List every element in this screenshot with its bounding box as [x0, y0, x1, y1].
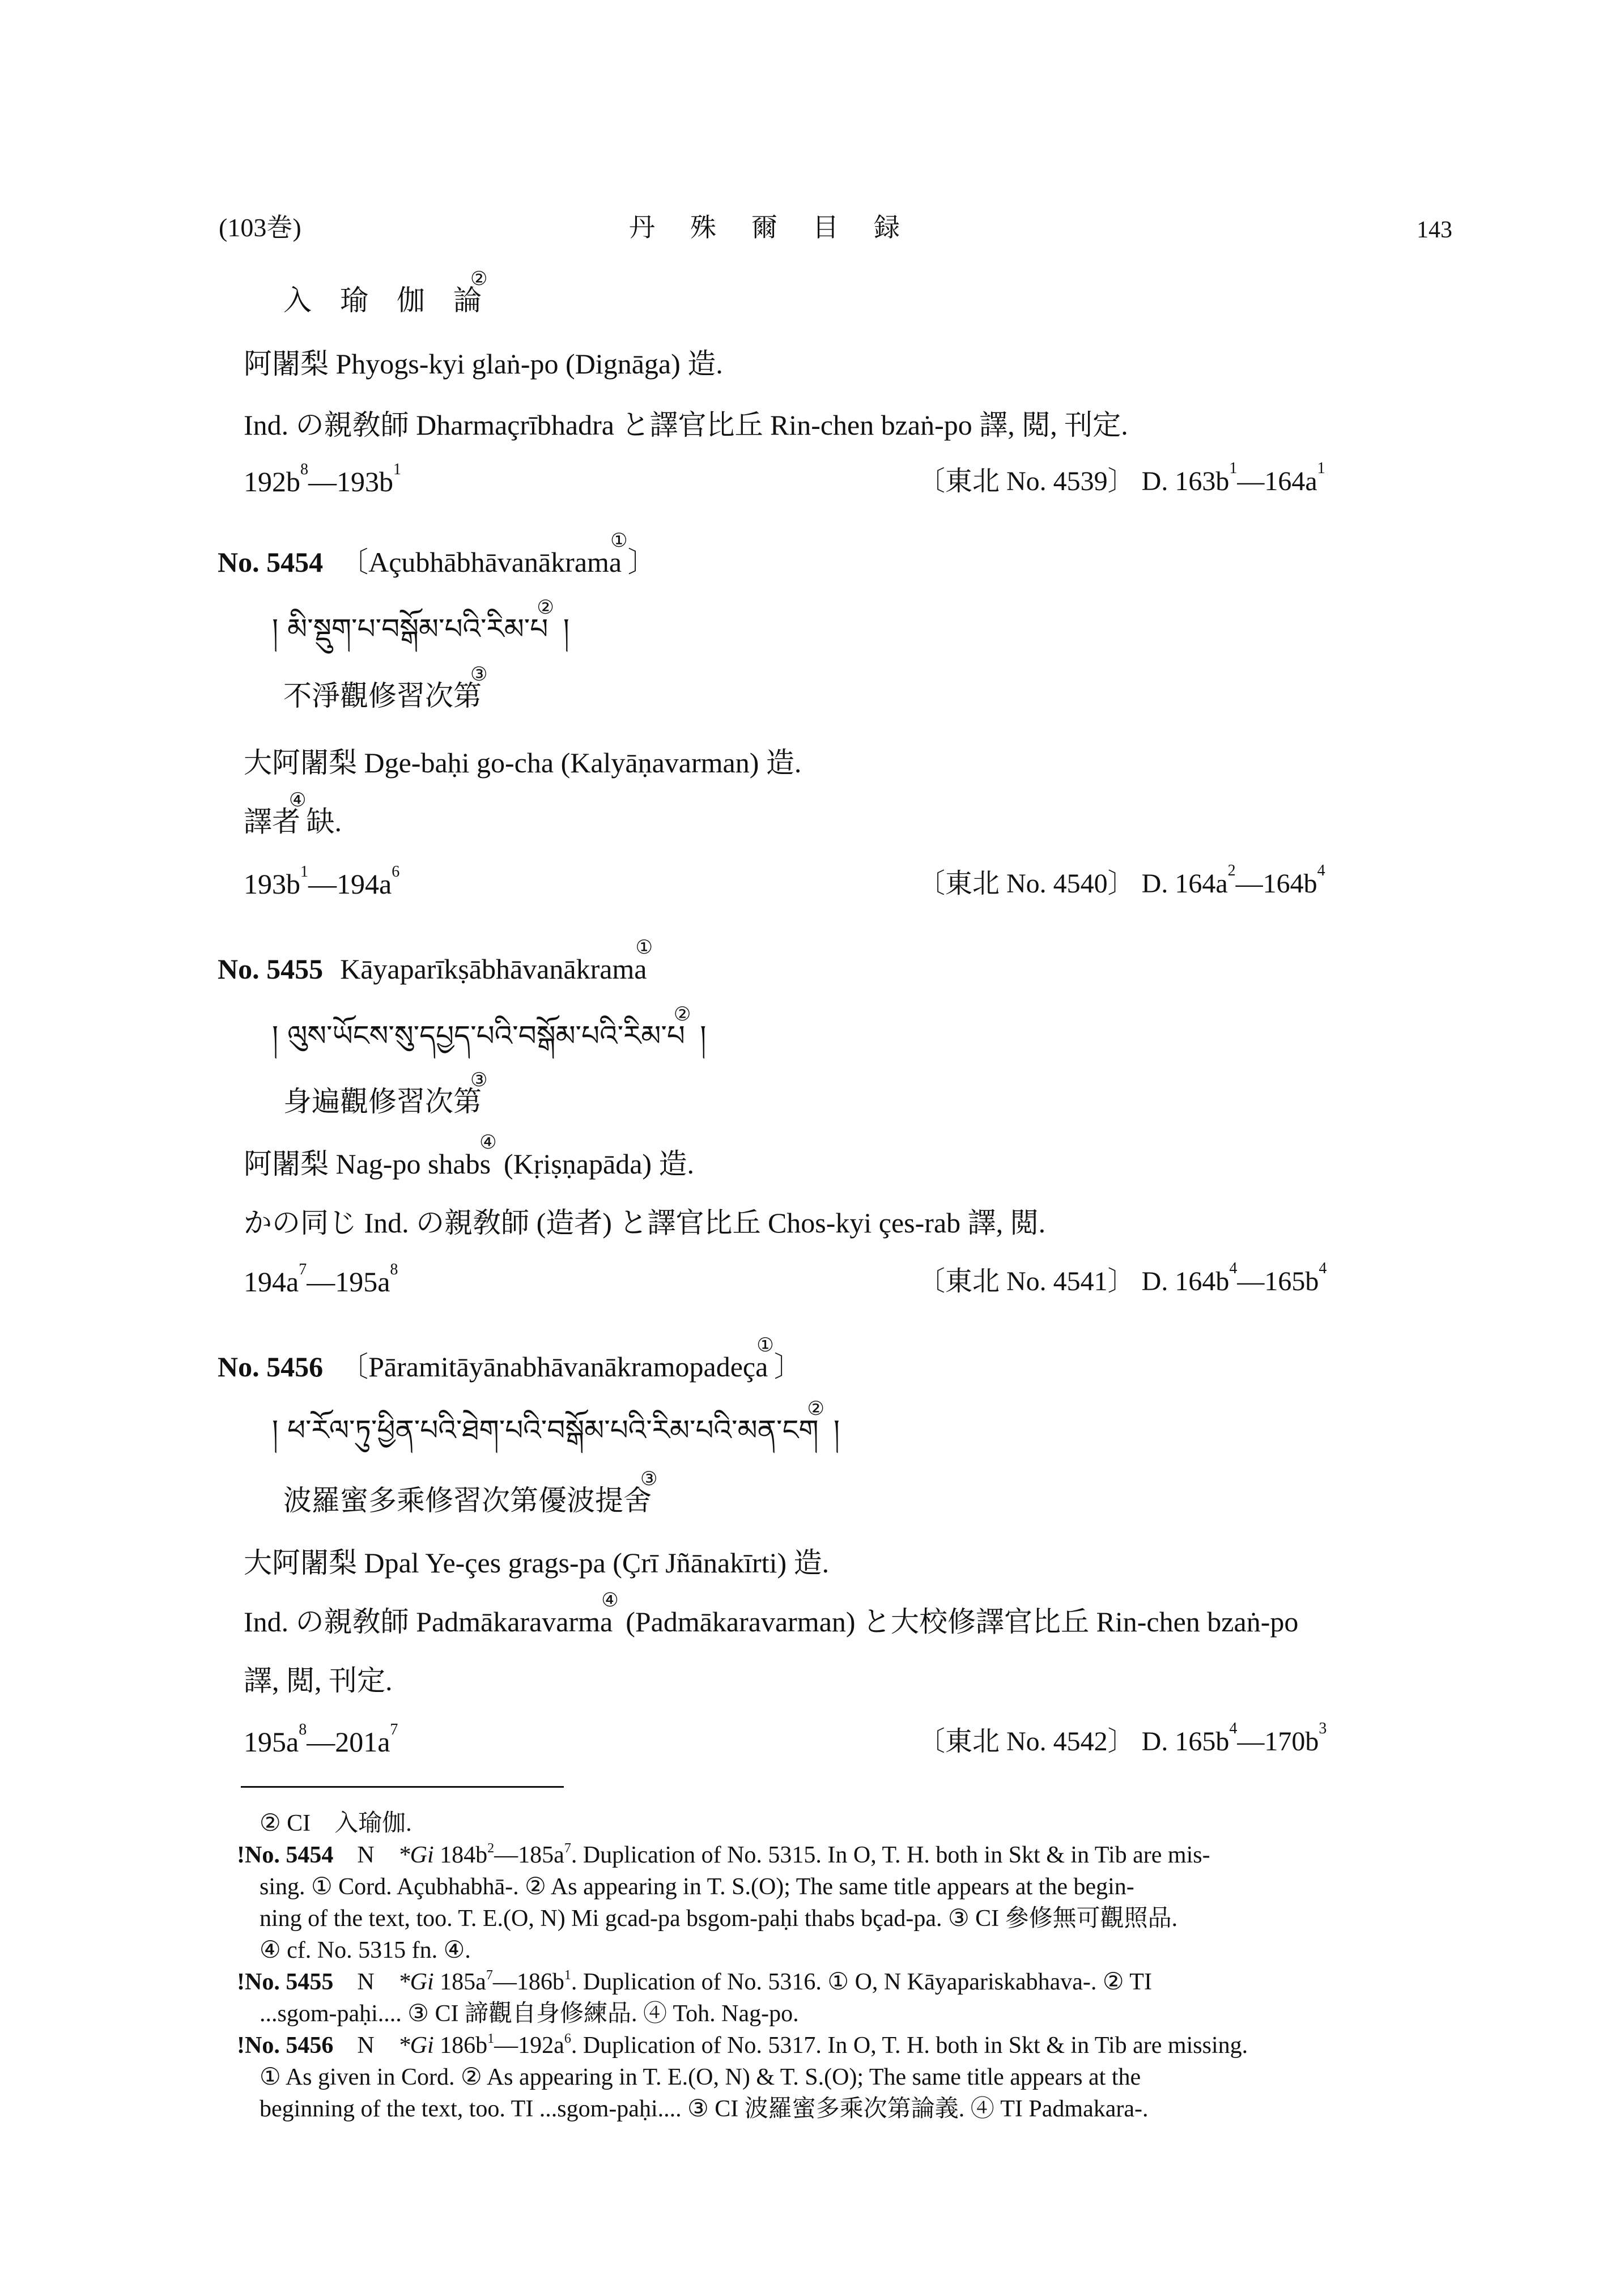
entry-line — [272, 1003, 707, 1056]
text-segment: ning of the text, too. T. E.(O, N) Mi gcad-pa bsgom-paḥi thabs bçad-pa. ③ CI 參修無可觀照品. — [260, 1906, 1178, 1932]
text-segment: 〔東北 No. 4540〕 D. 164a — [918, 869, 1228, 899]
footnote-line — [260, 1998, 1472, 2030]
footnote-marker: ④ — [289, 790, 307, 811]
text-segment: —193b — [308, 466, 393, 498]
text-segment: ② CI 入瑜伽. — [260, 1810, 412, 1836]
text-segment: 〔Açubhābhāvanākrama — [340, 546, 622, 578]
text-segment: 〔Pāramitāyānabhāvanākramopadeça — [340, 1351, 768, 1383]
text-segment: —201a — [307, 1726, 390, 1758]
entry-heading — [218, 937, 653, 990]
text-segment: 大阿闍梨 Dge-baḥi go-cha (Kalyāṇavarman) 造. — [244, 747, 802, 779]
entry-number: !No. 5455 — [237, 1969, 334, 1995]
tohoku-reference — [918, 1260, 1327, 1303]
entry-line — [244, 790, 342, 843]
footnote-line — [260, 1871, 1472, 1903]
superscript-line: 8 — [299, 1721, 307, 1738]
footnote-line — [260, 2061, 1472, 2093]
text-segment: 阿闍梨 Nag-po shabs — [244, 1148, 491, 1180]
footnote-marker: ④ — [601, 1590, 619, 1611]
page-number: 143 — [1417, 217, 1452, 243]
entry-line — [244, 1132, 695, 1185]
edition-siglum: *Gi — [398, 1842, 434, 1868]
entry-line — [244, 1664, 393, 1698]
text-segment: 194a — [244, 1266, 299, 1298]
text-segment: sing. ① Cord. Açubhabhā-. ② As appearing in T. S.(O); The same title appears at the begin- — [260, 1874, 1134, 1900]
footnote-rule — [241, 1786, 564, 1788]
entry-line — [244, 863, 400, 906]
superscript-line: 6 — [392, 863, 400, 881]
text-segment: 185a — [433, 1969, 486, 1995]
text-segment: ④ cf. No. 5315 fn. ④. — [260, 1937, 471, 1963]
sanskrit-title — [340, 530, 656, 578]
tohoku-reference — [918, 1720, 1327, 1763]
footnote-line — [260, 1903, 1472, 1934]
footnote-marker: ③ — [470, 1070, 488, 1091]
text-segment: 〕 — [773, 1351, 802, 1383]
text-segment: N — [333, 1842, 398, 1868]
footnote-marker: ② — [537, 596, 554, 619]
text-segment: 譯, 閲, 刊定. — [244, 1665, 393, 1697]
footnote-marker: ① — [756, 1335, 774, 1356]
superscript-line: 7 — [390, 1721, 398, 1738]
text-segment: —170b — [1237, 1727, 1319, 1757]
text-segment: 缺. — [306, 806, 342, 837]
entry-heading — [218, 530, 656, 583]
entry-line — [244, 1590, 1299, 1643]
footnote-line — [260, 2093, 1472, 2125]
tohoku-reference — [918, 460, 1325, 503]
superscript-line: 1 — [487, 2031, 495, 2046]
text-segment: No. 5454 — [218, 546, 324, 578]
tohoku-reference — [918, 862, 1325, 905]
edition-siglum: *Gi — [398, 2033, 434, 2059]
superscript-line: 7 — [299, 1261, 307, 1278]
superscript-line: 2 — [487, 1841, 495, 1856]
entry-line — [272, 1397, 840, 1451]
text-segment: —194a — [308, 868, 392, 900]
text-segment: 不淨觀修習次第 — [283, 680, 482, 712]
superscript-line: 4 — [1229, 1720, 1238, 1737]
text-segment: 大阿闍梨 Dpal Ye-çes grags-pa (Çrī Jñānakīrti) 造. — [244, 1547, 830, 1579]
entry-line — [244, 1546, 829, 1580]
text-segment: 〔東北 No. 4541〕 D. 164b — [918, 1266, 1230, 1296]
entry-heading — [218, 1335, 802, 1388]
superscript-line: 7 — [486, 1968, 493, 1983]
text-segment: —192a — [494, 2033, 564, 2059]
superscript-line: 4 — [1317, 862, 1325, 879]
text-segment: 〔東北 No. 4542〕 D. 165b — [918, 1727, 1230, 1757]
text-segment: 186b — [433, 2033, 488, 2059]
text-segment: ① As given in Cord. ② As appearing in T. E.(O, N) & T. S.(O); The same title appears at the — [260, 2064, 1141, 2090]
text-segment: —186b — [492, 1969, 564, 1995]
superscript-line: 7 — [564, 1841, 571, 1856]
text-segment: 身遍觀修習次第 — [283, 1086, 482, 1117]
text-segment: 阿闍梨 Phyogs-kyi glaṅ-po (Dignāga) 造. — [244, 348, 723, 380]
superscript-line: 8 — [300, 461, 308, 478]
footnote-marker: ① — [610, 530, 628, 551]
text-segment: 193b — [244, 868, 300, 900]
sanskrit-title — [340, 937, 653, 985]
text-segment: 〕 — [627, 546, 656, 578]
text-segment: ། ལུས་ཡོངས་སུ་དཔྱད་པའི་བསྒོམ་པའི་རིམ་པ — [272, 1019, 685, 1052]
entry-number: !No. 5456 — [237, 2033, 334, 2059]
sanskrit-title — [340, 1335, 802, 1383]
text-segment: (Kṛiṣṇapāda) 造. — [496, 1148, 695, 1180]
footnote-marker: ④ — [479, 1132, 497, 1153]
text-segment: 入 瑜 伽 論 — [283, 284, 482, 316]
footnote-line — [260, 1934, 1472, 1966]
footnote-marker: ① — [635, 937, 653, 958]
superscript-line: 4 — [1319, 1260, 1327, 1277]
text-segment: . Duplication of No. 5315. In O, T. H. both in Skt & in Tib are mis- — [571, 1842, 1210, 1868]
superscript-line: 1 — [300, 863, 308, 881]
superscript-line: 8 — [390, 1261, 398, 1278]
entry-line — [244, 347, 723, 381]
text-segment: —195a — [307, 1266, 390, 1298]
volume-label: (103巻) — [219, 213, 301, 242]
text-segment: 192b — [244, 466, 300, 498]
text-segment: No. 5456 — [218, 1351, 324, 1383]
entry-line — [283, 1469, 658, 1521]
text-segment: —164b — [1235, 869, 1317, 899]
text-segment: 〔東北 No. 4539〕 D. 163b — [918, 466, 1230, 496]
text-segment: 195a — [244, 1726, 299, 1758]
superscript-line: 1 — [1317, 460, 1325, 477]
page-title: 丹 殊 爾 目 録 — [629, 213, 904, 242]
footnote-marker: ② — [807, 1397, 825, 1420]
footnote-marker: ③ — [470, 664, 488, 685]
footnote-line — [237, 2030, 1472, 2065]
text-segment: ། — [691, 1019, 707, 1052]
text-segment: —165b — [1237, 1266, 1319, 1296]
text-segment: 184b — [433, 1842, 488, 1868]
footnote-marker: ③ — [640, 1469, 658, 1490]
text-segment: 波羅蜜多乘修習次第優波提舍 — [283, 1485, 652, 1516]
superscript-line: 6 — [564, 2031, 571, 2046]
text-segment: N — [333, 2033, 398, 2059]
footnote-marker: ② — [673, 1003, 691, 1026]
superscript-line: 2 — [1227, 862, 1236, 879]
entry-number: !No. 5454 — [237, 1842, 334, 1868]
text-segment: ། ཕ་རོལ་ཏུ་ཕྱིན་པའི་ཐེག་པའི་བསྒོམ་པའི་རིམ་པའི་མན་ངག — [272, 1414, 819, 1447]
text-segment: Ind. の親敎師 Padmākaravarma — [244, 1606, 613, 1638]
text-segment: N — [333, 1969, 398, 1995]
superscript-line: 1 — [1229, 460, 1238, 477]
text-segment: ...sgom-paḥi.... ③ CI 諦觀自身修練品. ④ Toh. Nag-po. — [260, 2001, 799, 2027]
entry-line — [244, 1721, 398, 1764]
edition-siglum: *Gi — [398, 1969, 434, 1995]
text-segment: ། མི་སྡུག་པ་བསྒོམ་པའི་རིམ་པ — [272, 613, 549, 645]
text-segment: . Duplication of No. 5316. ① O, N Kāyapariskabhava-. ② TI — [571, 1969, 1152, 1995]
text-segment: ། — [824, 1414, 840, 1447]
entry-line — [283, 269, 488, 321]
footnote-line — [237, 1839, 1472, 1874]
text-segment: Ind. の親敎師 Dharmaçrībhadra と譯官比丘 Rin-chen bzaṅ-po 譯, 閲, 刊定. — [244, 409, 1128, 441]
text-segment: Kāyaparīkṣābhāvanākrama — [340, 953, 647, 985]
entry-line — [244, 1206, 1045, 1240]
entry-line — [272, 596, 569, 649]
text-segment: (Padmākaravarman) と大校修譯官比丘 Rin-chen bzaṅ-po — [618, 1606, 1299, 1638]
superscript-line: 4 — [1229, 1260, 1238, 1277]
footnote-marker: ② — [470, 269, 488, 290]
footnote-line — [260, 1808, 1472, 1839]
entry-line — [283, 1070, 488, 1123]
superscript-line: 1 — [393, 461, 401, 478]
superscript-line: 1 — [564, 1968, 571, 1983]
text-segment: —185a — [494, 1842, 564, 1868]
text-segment: 譯者 — [244, 806, 300, 837]
entry-line — [244, 461, 401, 504]
text-segment: かの同じ Ind. の親敎師 (造者) と譯官比丘 Chos-kyi çes-rab 譯, 閲. — [244, 1207, 1046, 1239]
entry-line — [244, 408, 1128, 442]
text-segment: beginning of the text, too. TI ...sgom-paḥi.... ③ CI 波羅蜜多乘次第論義. ④ TI Padmakara-. — [260, 2096, 1149, 2122]
text-segment: No. 5455 — [218, 953, 324, 985]
entry-line — [244, 1261, 398, 1304]
superscript-line: 3 — [1319, 1720, 1327, 1737]
entry-line — [283, 664, 488, 717]
entry-line — [244, 746, 801, 780]
text-segment: —164a — [1237, 466, 1317, 496]
text-segment: ། — [554, 613, 569, 645]
text-segment: . Duplication of No. 5317. In O, T. H. both in Skt & in Tib are missing. — [571, 2033, 1248, 2059]
footnote-line — [237, 1966, 1472, 2001]
